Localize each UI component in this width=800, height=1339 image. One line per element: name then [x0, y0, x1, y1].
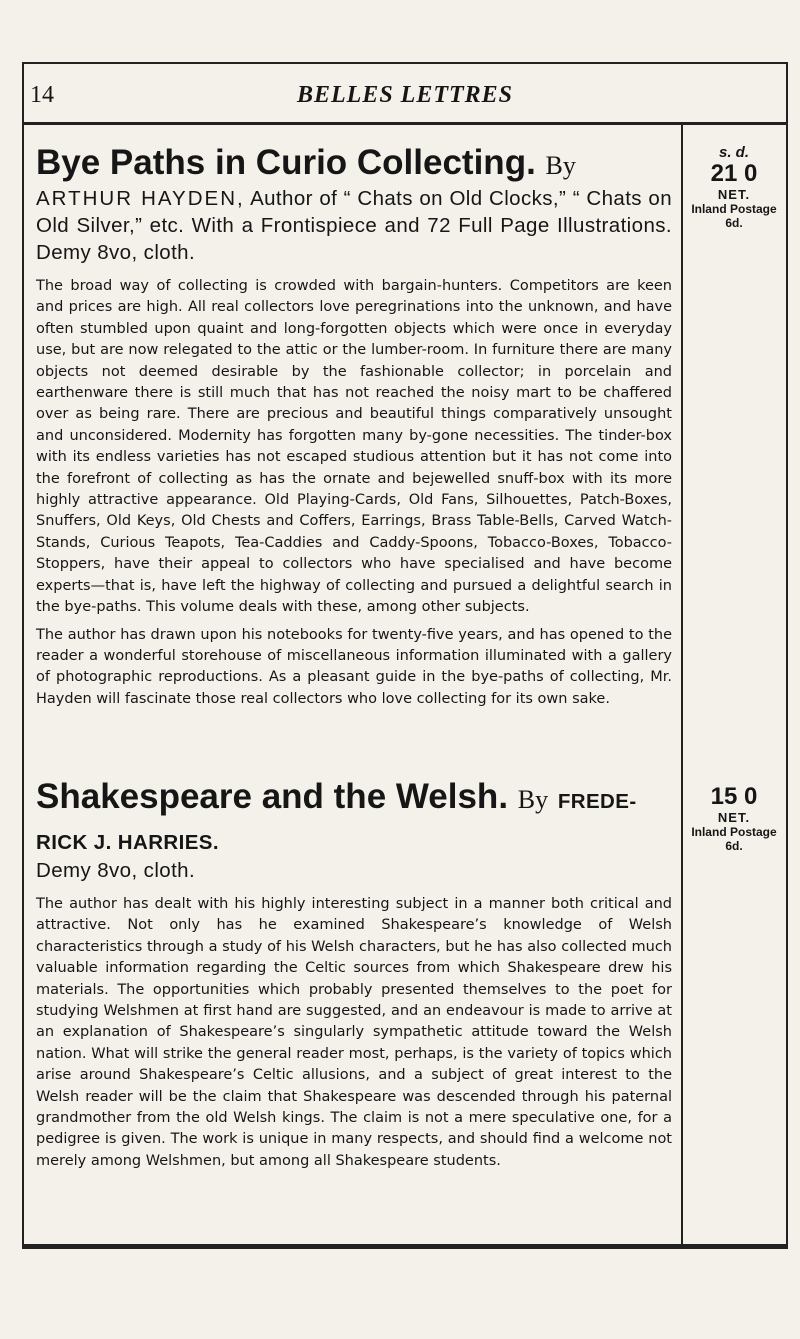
net-label: NET. [717, 810, 751, 825]
book-subhead [36, 857, 672, 884]
price-column-divider [681, 125, 683, 1244]
book-details: Author of “ Chats on Old Clocks,” “ Chats on Old Silver,” etc. With a Frontispiece and 72 Full Page Illustrations. Demy 8vo, cloth. [36, 187, 672, 264]
postage-note: Inland Postage 6d. [691, 202, 777, 230]
book-title: Bye Paths in Curio Collecting. By [36, 143, 576, 182]
book-description: The broad way of collecting is crowded with bargain-hunters. Competitors are keen and prices are high. All real collectors love peregrinations into the unknown, and have often stumbled upon quaint and long-forgotten objects which were once in everyday use, but are now relegated to the attic or the lumber-room. In furniture there are many objects not deemed desirable by the fashionable collector; in porcelain and earthenware there is still much that has not reached the noisy mart to be chaffered over as being rare. There are precious and beautiful things comparatively unsought and unconsidered. Modernity has forgotten many by-gone necessities. The tinder-box with its endless varieties has not escaped studious attention but it has not come into the forefront of collecting as has the ornate and bejewelled snuff-box with its more highly attractive appearance. Old Playing-Cards, Old Fans, Silhouettes, Patch-Boxes, Snuffers, Old Keys, Old Chests and Coffers, Earrings, Brass Table-Bells, Carved Watch-Stands, Curious Teapots, Tea-Caddies and Caddy-Spoons, Tobacco-Boxes, Tobacco-Stoppers, have their appeal to collectors who have specialised and have become experts—that is, have left the highway of collecting and pursued a delightful search in the bye-paths. This volume deals with these, among other subjects. [36, 278, 672, 616]
book-subhead [36, 185, 672, 266]
net-label: NET. [717, 187, 751, 202]
book-author: ARTHUR HAYDEN, [36, 187, 245, 210]
price-block [688, 144, 780, 230]
currency-label: s. d. [718, 144, 749, 161]
postage-note: Inland Postage 6d. [691, 825, 777, 853]
page-header [24, 64, 786, 125]
book-author: FREDE-RICK J. HARRIES. [36, 790, 637, 854]
page-frame [22, 62, 788, 1249]
book-entry-shakespeare [36, 778, 672, 1172]
price-block [688, 784, 780, 853]
running-head: BELLES LETTRES [296, 82, 514, 108]
page-number: 14 [30, 82, 54, 108]
book-details: Demy 8vo, cloth. [36, 859, 196, 882]
book-title: Shakespeare and the Welsh. By FREDE-RICK J. HARRIES. [36, 777, 637, 854]
book-description: The author has drawn upon his notebooks for twenty-five years, and has opened to the reader a wonderful storehouse of miscellaneous information illuminated with a gallery of photographic reproductions. As a pleasant guide in the bye-paths of collecting, Mr. Hayden will fascinate those real collectors who love collecting for its own sake. [36, 626, 672, 707]
book-description: The author has dealt with his highly interesting subject in a manner both critical and attractive. Not only has he examined Shakespeare’s knowledge of Welsh characteristics through a study of his Welsh characters, but he has also collected much valuable information regarding the Celtic sources from which Shakespeare drew his materials. The opportunities which probably presented themselves to the poet for studying Welshmen at first hand are suggested, and an endeavour is made to arrive at an explanation of Shakespeare’s singularly sympathetic attitude toward the Welsh nation. What will strike the general reader most, perhaps, is the variety of topics which arise around Shakespeare’s Celtic allusions, and a subject of great interest to the Welsh reader will be the claim that Shakespeare was descended through his paternal grandmother from the old Welsh kings. The claim is not a mere speculative one, for a pedigree is given. The work is unique in many respects, and should find a welcome not merely among Welshmen, but among all Shakespeare students. [36, 896, 672, 1169]
book-entry-curio [36, 144, 672, 710]
price-amount: 21 0 [710, 160, 758, 187]
price-amount: 15 0 [710, 783, 758, 810]
